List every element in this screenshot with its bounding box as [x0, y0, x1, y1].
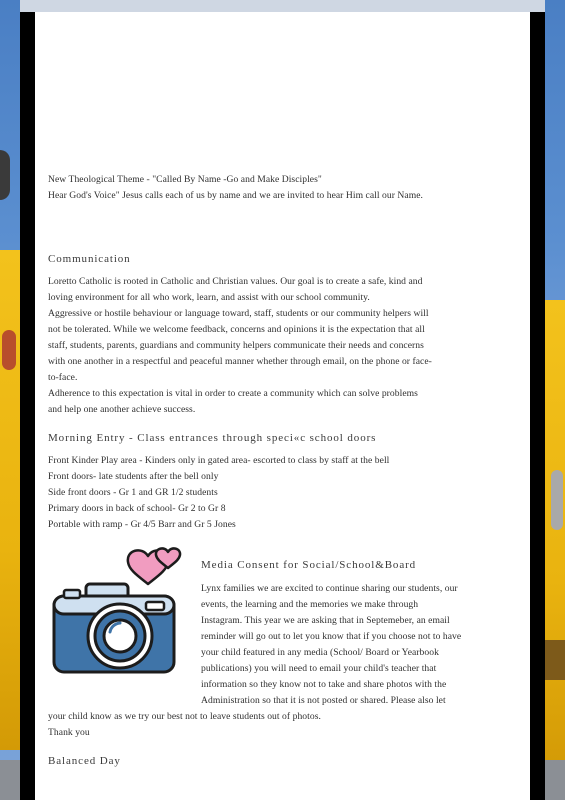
media-line: your child know as we try our best not to leave students out of photos.	[48, 711, 321, 722]
communication-line: to-face.	[48, 372, 78, 383]
theme-line-1: New Theological Theme - "Called By Name -Go and Make Disciples"	[48, 174, 322, 185]
communication-line: and help one another achieve success.	[48, 404, 196, 415]
theme-section	[48, 172, 520, 204]
morning-entry-heading: Morning Entry - Class entrances through speci«c school doors	[48, 432, 377, 444]
newsletter-page	[35, 12, 530, 800]
media-line: your child featured in any media (School/ Board or Yearbook	[201, 647, 439, 658]
entry-line: Front Kinder Play area - Kinders only in gated area- escorted to class by staff at the bell	[48, 455, 390, 466]
media-line: Administration so that it is not posted or shared. Please also let	[201, 695, 446, 706]
media-line: Lynx families we are excited to continue sharing our students, our	[201, 583, 458, 594]
entry-line: Front doors- late students after the bell only	[48, 471, 219, 482]
communication-body	[48, 274, 520, 418]
top-strip	[20, 0, 545, 12]
morning-entry-body	[48, 453, 520, 533]
communication-line: with one another in a respectful and peaceful manner whether through email, on the phone or face-	[48, 356, 432, 367]
camera-with-hearts-icon	[48, 544, 188, 679]
communication-line: staff, students, parents, guardians and community helpers communicate their needs and concerns	[48, 340, 424, 351]
entry-line: Portable with ramp - Gr 4/5 Barr and Gr 5 Jones	[48, 519, 236, 530]
background-photo-left	[0, 0, 20, 800]
media-line: Instagram. This year we are asking that in Septemeber, an email	[201, 615, 450, 626]
media-line: publications) you will need to email your child's teacher that	[201, 663, 437, 674]
media-line: events, the learning and the memories we make through	[201, 599, 419, 610]
communication-line: loving environment for all who work, learn, and assist with our school community.	[48, 292, 370, 303]
media-line: information so they know not to take and share photos with the	[201, 679, 447, 690]
communication-line: not be tolerated. While we welcome feedback, concerns and opinions it is the expectation that all	[48, 324, 425, 335]
background-photo-right	[545, 0, 565, 800]
entry-line: Side front doors - Gr 1 and GR 1/2 students	[48, 487, 218, 498]
media-consent-footer	[48, 709, 520, 741]
media-consent-heading: Media Consent for Social/School&Board	[201, 559, 417, 571]
communication-line: Aggressive or hostile behaviour or language toward, staff, students or our community helpers will	[48, 308, 429, 319]
communication-line: Loretto Catholic is rooted in Catholic and Christian values. Our goal is to create a safe, kind and	[48, 276, 423, 287]
media-consent-body	[201, 581, 521, 709]
communication-heading: Communication	[48, 253, 131, 265]
media-line: reminder will go out to let you know that if you choose not to have	[201, 631, 462, 642]
theme-line-2: Hear God's Voice" Jesus calls each of us by name and we are invited to hear Him call our Name.	[48, 190, 423, 201]
communication-line: Adherence to this expectation is vital in order to create a community which can solve problems	[48, 388, 418, 399]
balanced-day-heading: Balanced Day	[48, 755, 121, 767]
entry-line: Primary doors in back of school- Gr 2 to Gr 8	[48, 503, 226, 514]
media-line: Thank you	[48, 727, 90, 738]
